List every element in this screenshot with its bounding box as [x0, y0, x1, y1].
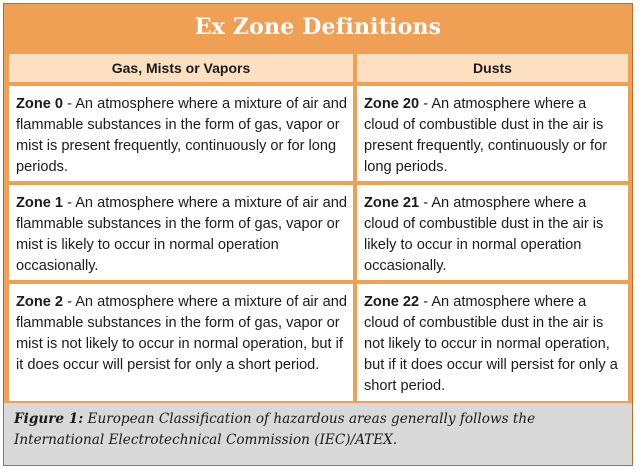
zone-table: [9, 54, 628, 401]
table-cell-zone-2: [9, 284, 353, 401]
table-cell-zone-21: [357, 185, 628, 280]
table-cell-zone-1: [9, 185, 353, 280]
zone-description: - An atmosphere where a mixture of air and flammable substances in the form of gas, vapor or mist is present frequently, continuously or for long periods.: [16, 96, 347, 175]
zone-description: - An atmosphere where a cloud of combustible dust in the air is likely to occur in normal operation occasionally.: [364, 195, 604, 274]
zone-label: Zone 0: [16, 96, 64, 112]
caption-text: European Classification of hazardous areas generally follows the International Electrotechnical Commission (IEC)/ATEX.: [14, 411, 536, 448]
zone-label: Zone 1: [16, 195, 64, 211]
column-header-gas: Gas, Mists or Vapors: [9, 54, 353, 82]
figure-caption: [3, 403, 633, 466]
zone-label: Zone 2: [16, 294, 64, 310]
zone-label: Zone 20: [364, 96, 420, 112]
table-cell-zone-0: [9, 86, 353, 181]
table-title: Ex Zone Definitions: [194, 14, 442, 40]
table-cell-zone-20: [357, 86, 628, 181]
column-header-dusts: Dusts: [357, 54, 628, 82]
zone-description: - An atmosphere where a cloud of combustible dust in the air is present frequently, continuously or for long periods.: [364, 96, 608, 175]
zone-description: - An atmosphere where a mixture of air and flammable substances in the form of gas, vapor or mist is likely to occur in normal operation occasionally.: [16, 195, 347, 274]
zone-description: - An atmosphere where a mixture of air and flammable substances in the form of gas, vapor or mist is not likely to occur in normal operation, but if it does occur will persist for only a short period.: [16, 294, 347, 373]
zone-label: Zone 22: [364, 294, 420, 310]
caption-label: Figure 1:: [14, 411, 84, 427]
zone-label: Zone 21: [364, 195, 420, 211]
zone-description: - An atmosphere where a cloud of combustible dust in the air is not likely to occur in normal operation, but if it does occur will persist for only a short period.: [364, 294, 618, 394]
table-cell-zone-22: [357, 284, 628, 401]
